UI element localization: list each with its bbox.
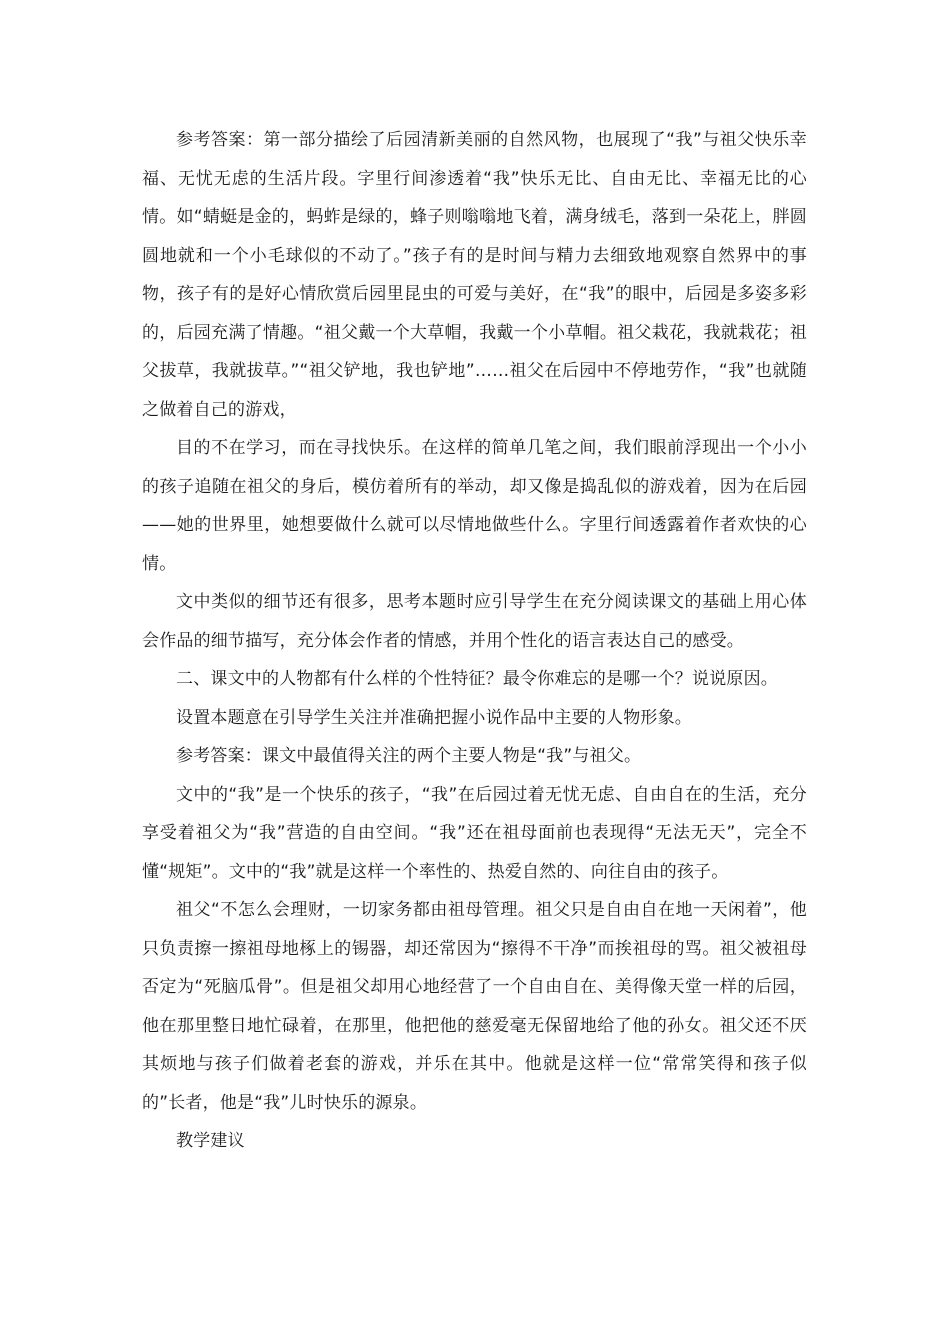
paragraph-question-two: 二、课文中的人物都有什么样的个性特征？最令你难忘的是哪一个？说说原因。 (176, 669, 778, 689)
paragraph-answer-two-intro: 参考答案：课文中最值得关注的两个主要人物是“我”与祖父。 (176, 746, 642, 766)
paragraph-similar-details: 文中类似的细节还有很多，思考本题时应引导学生在充分阅读课文的基础上用心体会作品的细节描写，充分体会作者的情感，并用个性化的语言表达自己的感受。 (142, 592, 807, 651)
paragraph-grandfather-character: 祖父“不怎么会理财，一切家务都由祖母管理。祖父只是自由自在地一天闲着”，他只负责擦一擦祖母地椓上的锡器，却还常因为“擦得不干净”而挨祖母的骂。祖父被祖母否定为“死脑瓜骨”。但是祖父却用心地经营了一个自由自在、美得像天堂一样的后园，他在那里整日地忙碌着，在那里，他把他的慈爱毫无保留地给了他的孙女。祖父还不厌其烦地与孩子们做着老套的游戏，并乐在其中。他就是这样一位“常常笑得和孩子似的”长者，他是“我”儿时快乐的源泉。 (142, 900, 807, 1113)
paragraph-question-intent: 设置本题意在引导学生关注并准确把握小说作品中主要的人物形象。 (176, 707, 692, 728)
document-body (142, 121, 807, 1161)
section-heading-teaching-suggestions: 教学建议 (176, 1131, 245, 1151)
paragraph-purpose-play: 目的不在学习，而在寻找快乐。在这样的简单几笔之间，我们眼前浮现出一个小小的孩子追随在祖父的身后，模仿着所有的举动，却又像是捣乱似的游戏着，因为在后园——她的世界里，她想要做什么就可以尽情地做些什么。字里行间透露着作者欢快的心情。 (142, 438, 807, 574)
paragraph-me-character: 文中的“我”是一个快乐的孩子，“我”在后园过着无忧无虑、自由自在的生活，充分享受着祖父为“我”营造的自由空间。“我”还在祖母面前也表现得“无法无天”，完全不懂“规矩”。文中的“我”就是这样一个率性的、热爱自然的、向往自由的孩子。 (142, 784, 807, 882)
paragraph-answer-part-one: 参考答案：第一部分描绘了后园清新美丽的自然风物，也展现了“我”与祖父快乐幸福、无忧无虑的生活片段。字里行间渗透着“我”快乐无比、自由无比、幸福无比的心情。如“蜻蜓是金的，蚂蚱是绿的，蜂子则嗡嗡地飞着，满身绒毛，落到一朵花上，胖圆圆地就和一个小毛球似的不动了。”孩子有的是时间与精力去细致地观察自然界中的事物，孩子有的是好心情欣赏后园里昆虫的可爱与美好，在“我”的眼中，后园是多姿多彩的，后园充满了情趣。“祖父戴一个大草帽，我戴一个小草帽。祖父栽花，我就栽花；祖父拔草，我就拔草。”“祖父铲地，我也铲地”……祖父在后园中不停地劳作，“我”也就随之做着自己的游戏， (142, 130, 807, 420)
